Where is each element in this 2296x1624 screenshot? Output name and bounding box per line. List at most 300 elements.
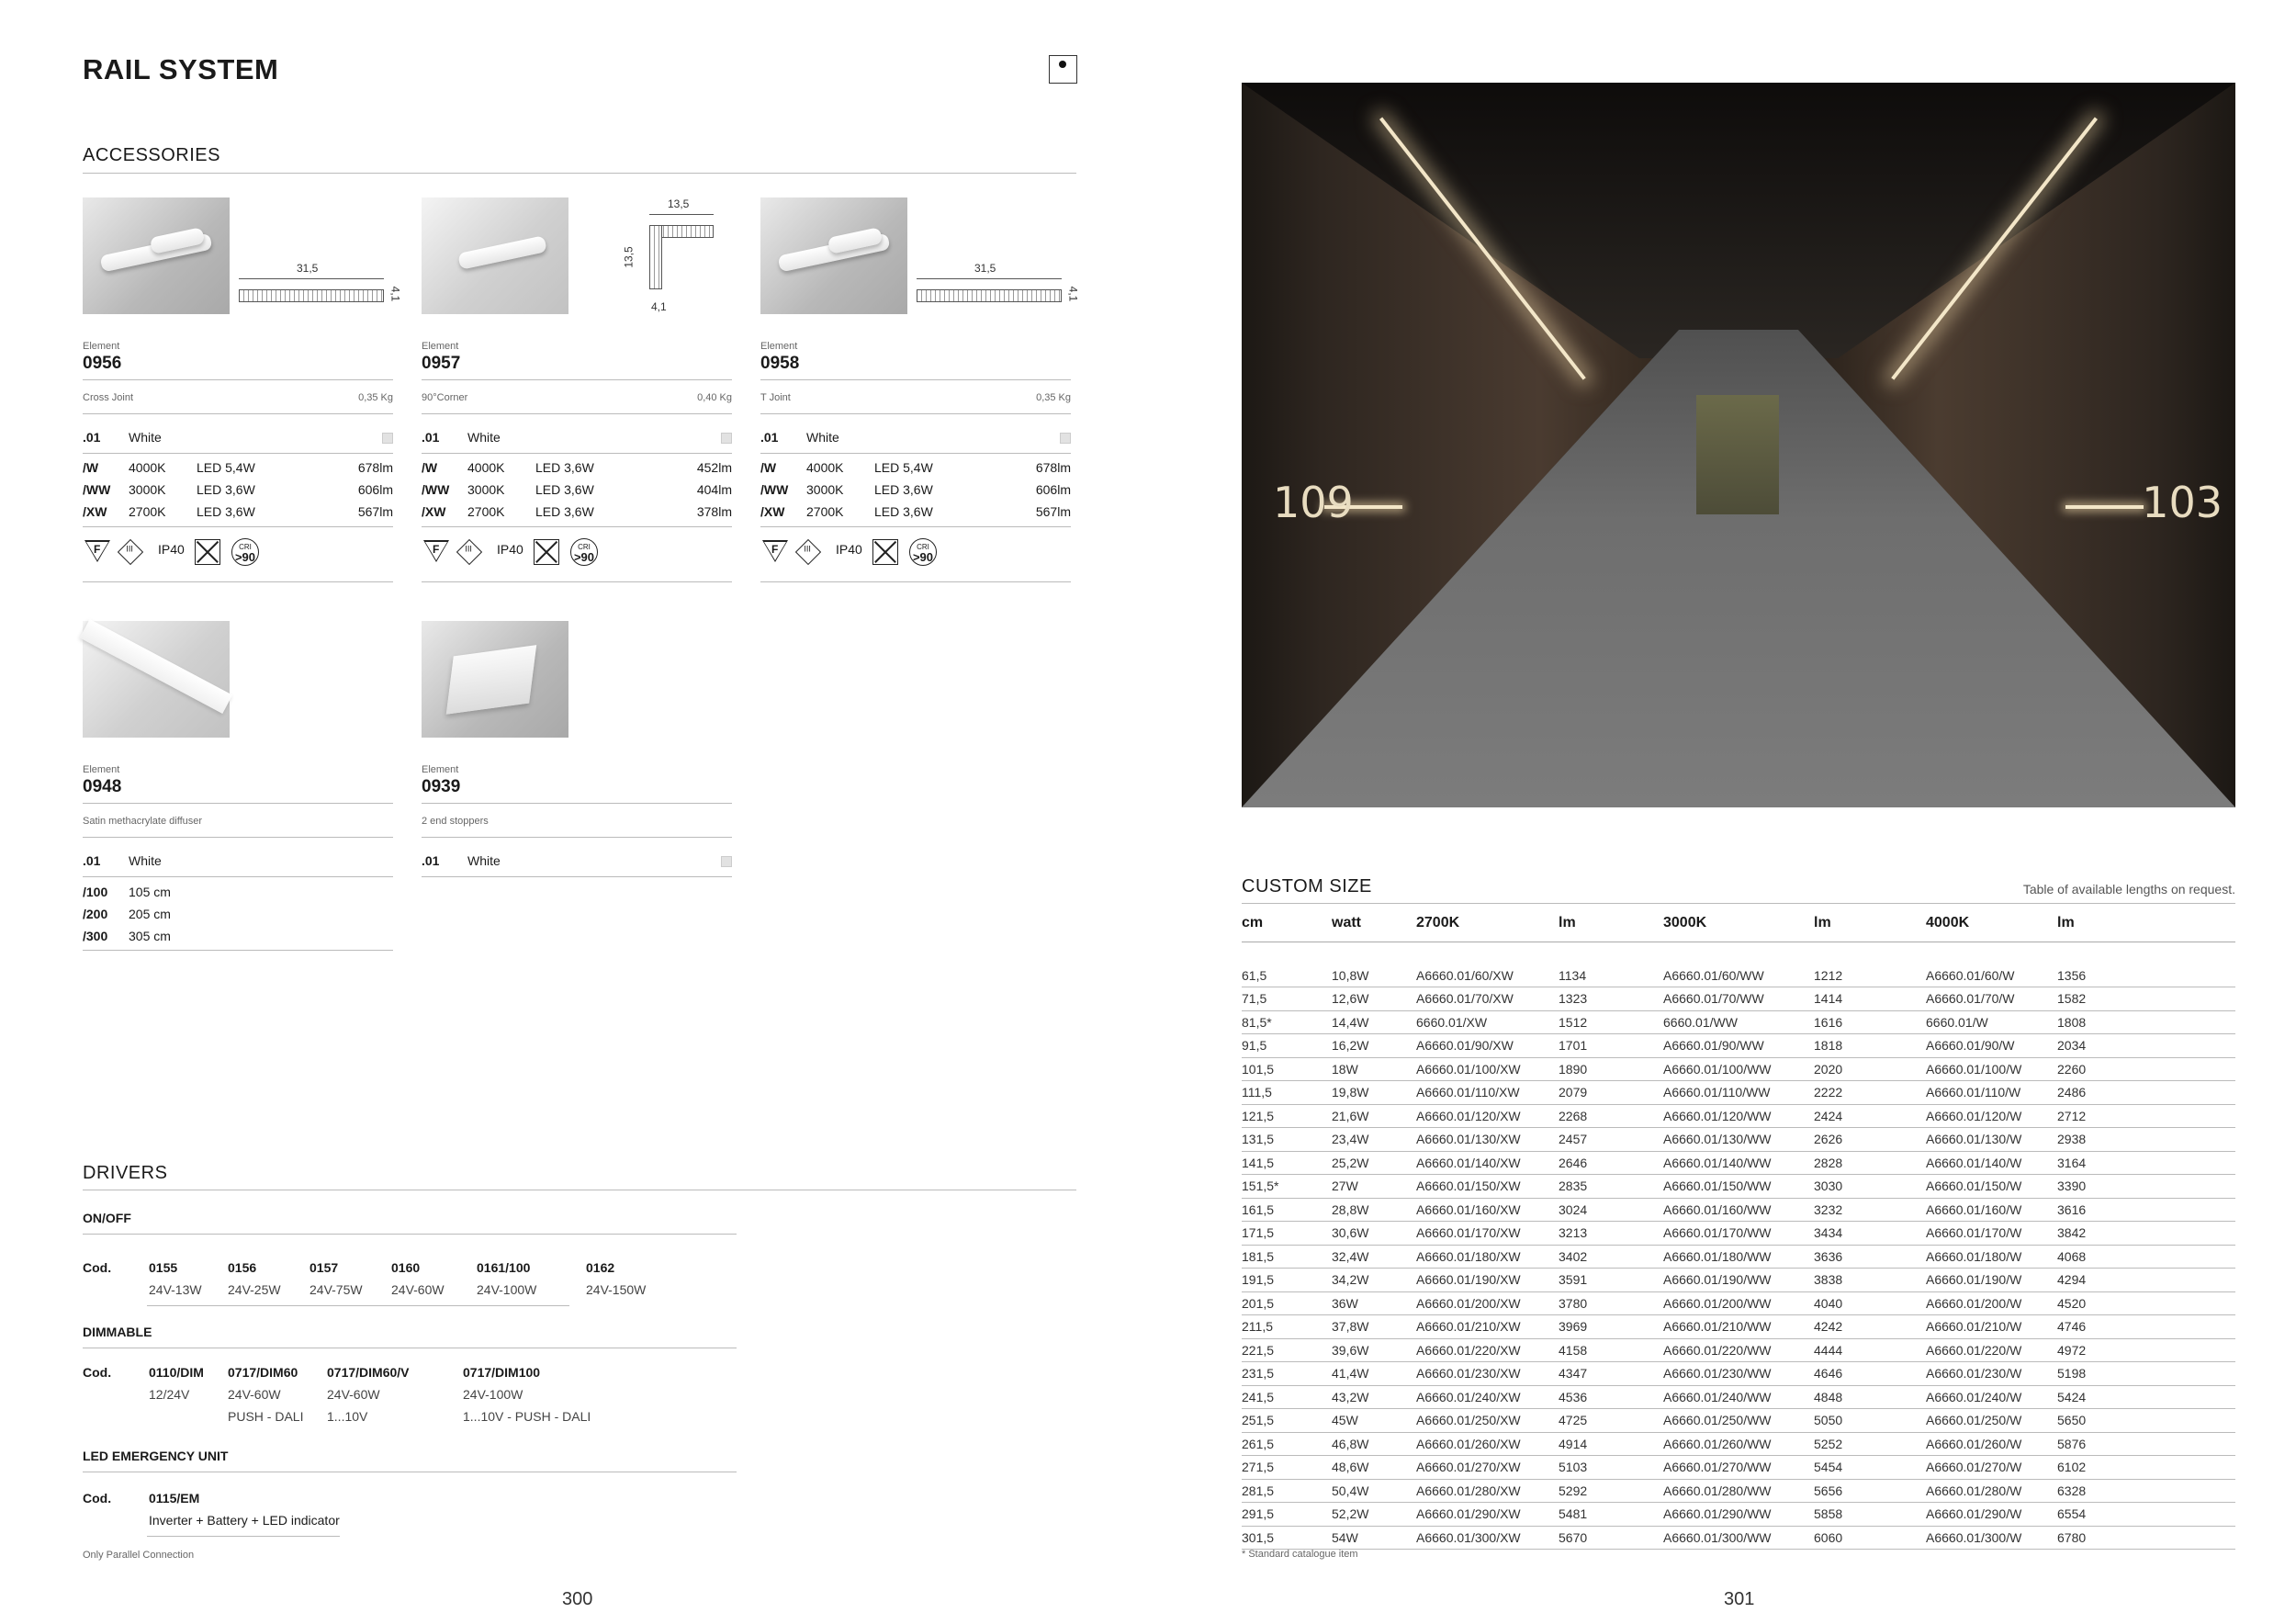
table-cell: A6660.01/130/XW — [1416, 1128, 1559, 1152]
table-cell: 61,5 — [1242, 964, 1332, 987]
table-cell: A6660.01/70/WW — [1663, 987, 1814, 1011]
table-cell: A6660.01/300/WW — [1663, 1526, 1814, 1550]
column-header: lm — [1814, 905, 1926, 942]
table-cell: A6660.01/230/WW — [1663, 1362, 1814, 1386]
class-f-icon: F — [84, 540, 110, 562]
class-f-icon: F — [762, 540, 788, 562]
table-cell: 25,2W — [1332, 1151, 1416, 1175]
variant-code: /WW — [760, 482, 789, 497]
variant-code: /W — [760, 460, 777, 475]
table-cell: 1356 — [2057, 964, 2235, 987]
table-cell: A6660.01/100/XW — [1416, 1057, 1559, 1081]
driver-spec: 24V-25W — [228, 1282, 281, 1297]
table-cell: 2260 — [2057, 1057, 2235, 1081]
table-cell: A6660.01/150/XW — [1416, 1175, 1559, 1199]
table-row — [1242, 1198, 2235, 1222]
table-cell: 5252 — [1814, 1432, 1926, 1456]
driver-code: 0157 — [310, 1260, 339, 1275]
table-cell: 6554 — [2057, 1503, 2235, 1527]
variant-code: /W — [422, 460, 438, 475]
table-cell: A6660.01/210/WW — [1663, 1315, 1814, 1339]
dimension-label: 4,1 — [1066, 286, 1080, 302]
table-row — [1242, 1338, 2235, 1362]
variant-cct: 2700K — [129, 504, 166, 519]
table-cell: A6660.01/190/W — [1926, 1269, 2057, 1292]
table-cell: 3030 — [1814, 1175, 1926, 1199]
element-label: Element — [83, 764, 120, 775]
table-cell: 5050 — [1814, 1409, 1926, 1433]
table-cell: A6660.01/90/XW — [1416, 1034, 1559, 1058]
table-cell: 1808 — [2057, 1010, 2235, 1034]
table-row — [1242, 987, 2235, 1011]
table-cell: 2712 — [2057, 1104, 2235, 1128]
accessory-card — [83, 197, 402, 592]
table-cell: A6660.01/160/XW — [1416, 1198, 1559, 1222]
cod-label: Cod. — [83, 1365, 112, 1380]
white-swatch — [721, 433, 732, 444]
driver-spec: 12/24V — [149, 1387, 190, 1402]
table-cell: A6660.01/60/W — [1926, 964, 2057, 987]
accessory-card — [760, 197, 1080, 592]
column-header: 2700K — [1416, 905, 1559, 942]
variant-lumen: 606lm — [357, 482, 393, 497]
table-cell: 5876 — [2057, 1432, 2235, 1456]
finish-code: .01 — [83, 853, 101, 868]
variant-code: /WW — [83, 482, 111, 497]
table-cell: 3780 — [1559, 1291, 1663, 1315]
emergency-title: LED EMERGENCY UNIT — [83, 1449, 229, 1463]
finish-name: White — [129, 853, 162, 868]
variant-cct: 4000K — [806, 460, 844, 475]
table-cell: 191,5 — [1242, 1269, 1332, 1292]
table-cell: A6660.01/210/XW — [1416, 1315, 1559, 1339]
table-row — [1242, 1409, 2235, 1433]
product-code: 0939 — [422, 777, 461, 796]
table-cell: 6060 — [1814, 1526, 1926, 1550]
table-cell: 1890 — [1559, 1057, 1663, 1081]
table-cell: A6660.01/100/W — [1926, 1057, 2057, 1081]
variant-lumen: 678lm — [357, 460, 393, 475]
table-cell: A6660.01/220/WW — [1663, 1338, 1814, 1362]
custom-size-table — [1242, 905, 2235, 1550]
table-cell: 4040 — [1814, 1291, 1926, 1315]
table-cell: A6660.01/150/WW — [1663, 1175, 1814, 1199]
table-cell: A6660.01/290/WW — [1663, 1503, 1814, 1527]
table-cell: 52,2W — [1332, 1503, 1416, 1527]
length-value: 205 cm — [129, 907, 171, 921]
table-cell: 3838 — [1814, 1269, 1926, 1292]
driver-spec: 24V-60W — [228, 1387, 281, 1402]
variant-power: LED 5,4W — [874, 460, 933, 475]
table-cell: 161,5 — [1242, 1198, 1332, 1222]
table-cell: 5454 — [1814, 1456, 1926, 1480]
variant-lumen: 404lm — [696, 482, 732, 497]
driver-code: 0161/100 — [477, 1260, 531, 1275]
table-cell: 211,5 — [1242, 1315, 1332, 1339]
table-row — [1242, 1269, 2235, 1292]
onoff-title: ON/OFF — [83, 1211, 131, 1225]
variant-power: LED 3,6W — [874, 482, 933, 497]
technical-drawing — [239, 262, 402, 317]
table-cell: A6660.01/70/XW — [1416, 987, 1559, 1011]
table-cell: 6660.01/WW — [1663, 1010, 1814, 1034]
table-cell: 19,8W — [1332, 1081, 1416, 1105]
table-row — [1242, 1222, 2235, 1246]
table-cell: A6660.01/60/WW — [1663, 964, 1814, 987]
table-cell: 3636 — [1814, 1245, 1926, 1269]
bookmark-icon — [1049, 55, 1077, 84]
table-cell: 241,5 — [1242, 1385, 1332, 1409]
table-cell: 1582 — [2057, 987, 2235, 1011]
table-cell: A6660.01/120/W — [1926, 1104, 2057, 1128]
product-photo — [422, 197, 568, 314]
variant-cct: 3000K — [129, 482, 166, 497]
table-cell: 2828 — [1814, 1151, 1926, 1175]
column-header: watt — [1332, 905, 1416, 942]
room-number-right: 103 — [2142, 478, 2223, 527]
variant-lumen: 452lm — [696, 460, 732, 475]
table-cell: 46,8W — [1332, 1432, 1416, 1456]
product-weight: 0,40 Kg — [697, 392, 732, 403]
table-cell: A6660.01/250/XW — [1416, 1409, 1559, 1433]
table-cell: A6660.01/240/W — [1926, 1385, 2057, 1409]
finish-name: White — [467, 853, 501, 868]
column-header: lm — [2057, 905, 2235, 942]
table-cell: 281,5 — [1242, 1479, 1332, 1503]
table-cell: 3969 — [1559, 1315, 1663, 1339]
table-cell: 3164 — [2057, 1151, 2235, 1175]
table-cell: 1134 — [1559, 964, 1663, 987]
table-cell: A6660.01/180/W — [1926, 1245, 2057, 1269]
variant-lumen: 567lm — [1035, 504, 1071, 519]
cod-label: Cod. — [83, 1260, 112, 1275]
column-header: lm — [1559, 905, 1663, 942]
dimension-label: 13,5 — [622, 246, 636, 268]
product-photo — [83, 621, 230, 738]
white-swatch — [1060, 433, 1071, 444]
table-cell: 2268 — [1559, 1104, 1663, 1128]
cri-icon: CRI >90 — [570, 538, 598, 566]
table-cell: A6660.01/140/XW — [1416, 1151, 1559, 1175]
driver-code: 0156 — [228, 1260, 257, 1275]
table-cell: 6660.01/XW — [1416, 1010, 1559, 1034]
divider — [83, 173, 1076, 174]
table-cell: 34,2W — [1332, 1269, 1416, 1292]
class-iii-icon: III — [795, 539, 821, 565]
table-cell: A6660.01/130/WW — [1663, 1128, 1814, 1152]
custom-size-note: Table of available lengths on request. — [2022, 882, 2235, 897]
table-cell: A6660.01/120/WW — [1663, 1104, 1814, 1128]
page-number-right: 301 — [1724, 1589, 1755, 1609]
table-cell: 4972 — [2057, 1338, 2235, 1362]
table-cell: 3434 — [1814, 1222, 1926, 1246]
table-cell: 81,5* — [1242, 1010, 1332, 1034]
driver-spec: 24V-100W — [477, 1282, 537, 1297]
product-photo — [760, 197, 907, 314]
table-row — [1242, 1104, 2235, 1128]
length-value: 105 cm — [129, 885, 171, 899]
table-cell: 5198 — [2057, 1362, 2235, 1386]
variant-code: /XW — [760, 504, 785, 519]
table-cell: 36W — [1332, 1291, 1416, 1315]
element-label: Element — [422, 341, 459, 352]
table-row — [1242, 1479, 2235, 1503]
table-cell: 2222 — [1814, 1081, 1926, 1105]
divider — [147, 1536, 340, 1537]
table-cell: 271,5 — [1242, 1456, 1332, 1480]
ip-rating: IP40 — [158, 542, 185, 557]
accessories-heading: ACCESSORIES — [83, 145, 220, 165]
divider — [1242, 903, 2235, 904]
divider — [83, 1234, 737, 1235]
table-cell: 2424 — [1814, 1104, 1926, 1128]
table-cell: 4444 — [1814, 1338, 1926, 1362]
variant-power: LED 3,6W — [197, 504, 255, 519]
table-cell: 3402 — [1559, 1245, 1663, 1269]
table-cell: 1323 — [1559, 987, 1663, 1011]
table-cell: 141,5 — [1242, 1151, 1332, 1175]
table-cell: 2835 — [1559, 1175, 1663, 1199]
table-cell: A6660.01/270/W — [1926, 1456, 2057, 1480]
table-cell: 2646 — [1559, 1151, 1663, 1175]
driver-code: 0162 — [586, 1260, 615, 1275]
table-cell: 71,5 — [1242, 987, 1332, 1011]
custom-size-footnote: * Standard catalogue item — [1242, 1549, 1358, 1560]
length-code: /200 — [83, 907, 108, 921]
table-cell: 2034 — [2057, 1034, 2235, 1058]
variant-lumen: 678lm — [1035, 460, 1071, 475]
variant-lumen: 378lm — [696, 504, 732, 519]
accessory-card — [422, 197, 732, 592]
table-cell: 181,5 — [1242, 1245, 1332, 1269]
variant-cct: 2700K — [467, 504, 505, 519]
column-header: cm — [1242, 905, 1332, 942]
class-f-icon: F — [423, 540, 449, 562]
table-cell: 3842 — [2057, 1222, 2235, 1246]
table-cell: 5292 — [1559, 1479, 1663, 1503]
table-cell: 4158 — [1559, 1338, 1663, 1362]
dimmable-title: DIMMABLE — [83, 1325, 152, 1339]
column-header: 3000K — [1663, 905, 1814, 942]
table-cell: A6660.01/160/W — [1926, 1198, 2057, 1222]
table-cell: 201,5 — [1242, 1291, 1332, 1315]
driver-control: PUSH - DALI — [228, 1409, 304, 1424]
finish-code: .01 — [422, 853, 440, 868]
table-cell: A6660.01/160/WW — [1663, 1198, 1814, 1222]
element-label: Element — [760, 341, 798, 352]
table-cell: 6660.01/W — [1926, 1010, 2057, 1034]
table-cell: A6660.01/120/XW — [1416, 1104, 1559, 1128]
custom-size-heading: CUSTOM SIZE — [1242, 876, 1372, 897]
variant-cct: 3000K — [806, 482, 844, 497]
product-weight: 0,35 Kg — [358, 392, 393, 403]
drivers-heading: DRIVERS — [83, 1163, 168, 1183]
table-cell: A6660.01/220/W — [1926, 1338, 2057, 1362]
driver-spec: 24V-100W — [463, 1387, 523, 1402]
table-cell: 4848 — [1814, 1385, 1926, 1409]
table-row — [1242, 964, 2235, 987]
table-row — [1242, 1362, 2235, 1386]
table-cell: 5103 — [1559, 1456, 1663, 1480]
white-swatch — [721, 856, 732, 867]
dimension-label: 13,5 — [668, 197, 690, 210]
variant-code: /XW — [422, 504, 446, 519]
table-cell: A6660.01/250/W — [1926, 1409, 2057, 1433]
product-code: 0948 — [83, 777, 122, 796]
table-row — [1242, 1432, 2235, 1456]
table-cell: 2457 — [1559, 1128, 1663, 1152]
cri-icon: CRI >90 — [909, 538, 937, 566]
product-description: 2 end stoppers — [422, 816, 489, 827]
table-cell: 131,5 — [1242, 1128, 1332, 1152]
table-cell: 3591 — [1559, 1269, 1663, 1292]
finish-code: .01 — [422, 430, 440, 445]
variant-cct: 4000K — [467, 460, 505, 475]
driver-code: 0717/DIM100 — [463, 1365, 541, 1380]
table-cell: 291,5 — [1242, 1503, 1332, 1527]
table-cell: A6660.01/230/W — [1926, 1362, 2057, 1386]
table-cell: A6660.01/200/W — [1926, 1291, 2057, 1315]
driver-spec: 24V-75W — [310, 1282, 363, 1297]
table-cell: A6660.01/100/WW — [1663, 1057, 1814, 1081]
room-number-left: 109 — [1273, 478, 1354, 527]
dimension-label: 31,5 — [297, 262, 319, 275]
table-cell: 48,6W — [1332, 1456, 1416, 1480]
table-cell: 221,5 — [1242, 1338, 1332, 1362]
table-cell: A6660.01/70/W — [1926, 987, 2057, 1011]
length-value: 305 cm — [129, 929, 171, 943]
table-cell: A6660.01/200/XW — [1416, 1291, 1559, 1315]
variant-power: LED 3,6W — [874, 504, 933, 519]
table-cell: A6660.01/280/WW — [1663, 1479, 1814, 1503]
table-cell: A6660.01/110/W — [1926, 1081, 2057, 1105]
finish-name: White — [806, 430, 839, 445]
table-cell: 2938 — [2057, 1128, 2235, 1152]
driver-note: Only Parallel Connection — [83, 1550, 195, 1561]
no-cover-icon — [534, 539, 559, 565]
table-cell: 151,5* — [1242, 1175, 1332, 1199]
table-row — [1242, 1128, 2235, 1152]
table-cell: 1414 — [1814, 987, 1926, 1011]
product-description: Cross Joint — [83, 392, 134, 403]
finish-code: .01 — [83, 430, 101, 445]
table-cell: 27W — [1332, 1175, 1416, 1199]
finish-code: .01 — [760, 430, 779, 445]
table-cell: 4536 — [1559, 1385, 1663, 1409]
table-row — [1242, 1526, 2235, 1550]
table-cell: 4068 — [2057, 1245, 2235, 1269]
table-cell: A6660.01/180/XW — [1416, 1245, 1559, 1269]
table-cell: 4914 — [1559, 1432, 1663, 1456]
driver-code: 0160 — [391, 1260, 421, 1275]
page-number-left: 300 — [562, 1589, 593, 1609]
cod-label: Cod. — [83, 1491, 112, 1506]
product-weight: 0,35 Kg — [1036, 392, 1071, 403]
table-cell: A6660.01/260/W — [1926, 1432, 2057, 1456]
variant-power: LED 3,6W — [535, 460, 594, 475]
table-cell: A6660.01/140/WW — [1663, 1151, 1814, 1175]
driver-spec: 24V-13W — [149, 1282, 202, 1297]
table-cell: 1512 — [1559, 1010, 1663, 1034]
driver-code: 0155 — [149, 1260, 178, 1275]
table-cell: 16,2W — [1332, 1034, 1416, 1058]
table-cell: A6660.01/250/WW — [1663, 1409, 1814, 1433]
table-cell: A6660.01/280/XW — [1416, 1479, 1559, 1503]
table-cell: 5424 — [2057, 1385, 2235, 1409]
table-cell: 23,4W — [1332, 1128, 1416, 1152]
table-cell: A6660.01/150/W — [1926, 1175, 2057, 1199]
table-cell: A6660.01/290/XW — [1416, 1503, 1559, 1527]
table-cell: 30,6W — [1332, 1222, 1416, 1246]
corridor-photo — [1242, 83, 2235, 807]
table-cell: 3213 — [1559, 1222, 1663, 1246]
emergency-code: 0115/EM — [149, 1491, 200, 1506]
table-cell: A6660.01/240/WW — [1663, 1385, 1814, 1409]
page-title: RAIL SYSTEM — [83, 53, 279, 85]
product-photo — [83, 197, 230, 314]
table-cell: A6660.01/290/W — [1926, 1503, 2057, 1527]
table-cell: A6660.01/260/XW — [1416, 1432, 1559, 1456]
table-cell: 5650 — [2057, 1409, 2235, 1433]
variant-code: /W — [83, 460, 99, 475]
class-iii-icon: III — [456, 539, 482, 565]
no-cover-icon — [195, 539, 220, 565]
product-description: Satin methacrylate diffuser — [83, 816, 203, 827]
technical-drawing — [917, 262, 1080, 317]
table-cell: 101,5 — [1242, 1057, 1332, 1081]
finish-name: White — [467, 430, 501, 445]
table-cell: 1701 — [1559, 1034, 1663, 1058]
table-cell: 37,8W — [1332, 1315, 1416, 1339]
table-cell: 14,4W — [1332, 1010, 1416, 1034]
table-cell: 4746 — [2057, 1315, 2235, 1339]
product-code: 0958 — [760, 354, 800, 373]
table-cell: 251,5 — [1242, 1409, 1332, 1433]
table-row — [1242, 1151, 2235, 1175]
variant-power: LED 3,6W — [197, 482, 255, 497]
technical-drawing — [605, 197, 725, 317]
table-cell: 121,5 — [1242, 1104, 1332, 1128]
table-row — [1242, 1034, 2235, 1058]
table-cell: 4520 — [2057, 1291, 2235, 1315]
emergency-desc: Inverter + Battery + LED indicator — [149, 1513, 340, 1528]
table-row — [1242, 1456, 2235, 1480]
table-cell: 2079 — [1559, 1081, 1663, 1105]
product-code: 0957 — [422, 354, 461, 373]
no-cover-icon — [872, 539, 898, 565]
table-cell: A6660.01/270/WW — [1663, 1456, 1814, 1480]
variant-power: LED 5,4W — [197, 460, 255, 475]
table-cell: 261,5 — [1242, 1432, 1332, 1456]
table-cell: 1212 — [1814, 964, 1926, 987]
table-cell: 2486 — [2057, 1081, 2235, 1105]
table-cell: 5858 — [1814, 1503, 1926, 1527]
table-cell: 5670 — [1559, 1526, 1663, 1550]
table-cell: A6660.01/140/W — [1926, 1151, 2057, 1175]
dimension-label: 31,5 — [974, 262, 996, 275]
table-cell: A6660.01/220/XW — [1416, 1338, 1559, 1362]
column-header: 4000K — [1926, 905, 2057, 942]
table-cell: 50,4W — [1332, 1479, 1416, 1503]
length-code: /100 — [83, 885, 108, 899]
table-cell: A6660.01/240/XW — [1416, 1385, 1559, 1409]
table-cell: 54W — [1332, 1526, 1416, 1550]
table-cell: 6780 — [2057, 1526, 2235, 1550]
divider — [147, 1305, 569, 1306]
table-cell: 3390 — [2057, 1175, 2235, 1199]
table-cell: 4294 — [2057, 1269, 2235, 1292]
table-row — [1242, 1503, 2235, 1527]
